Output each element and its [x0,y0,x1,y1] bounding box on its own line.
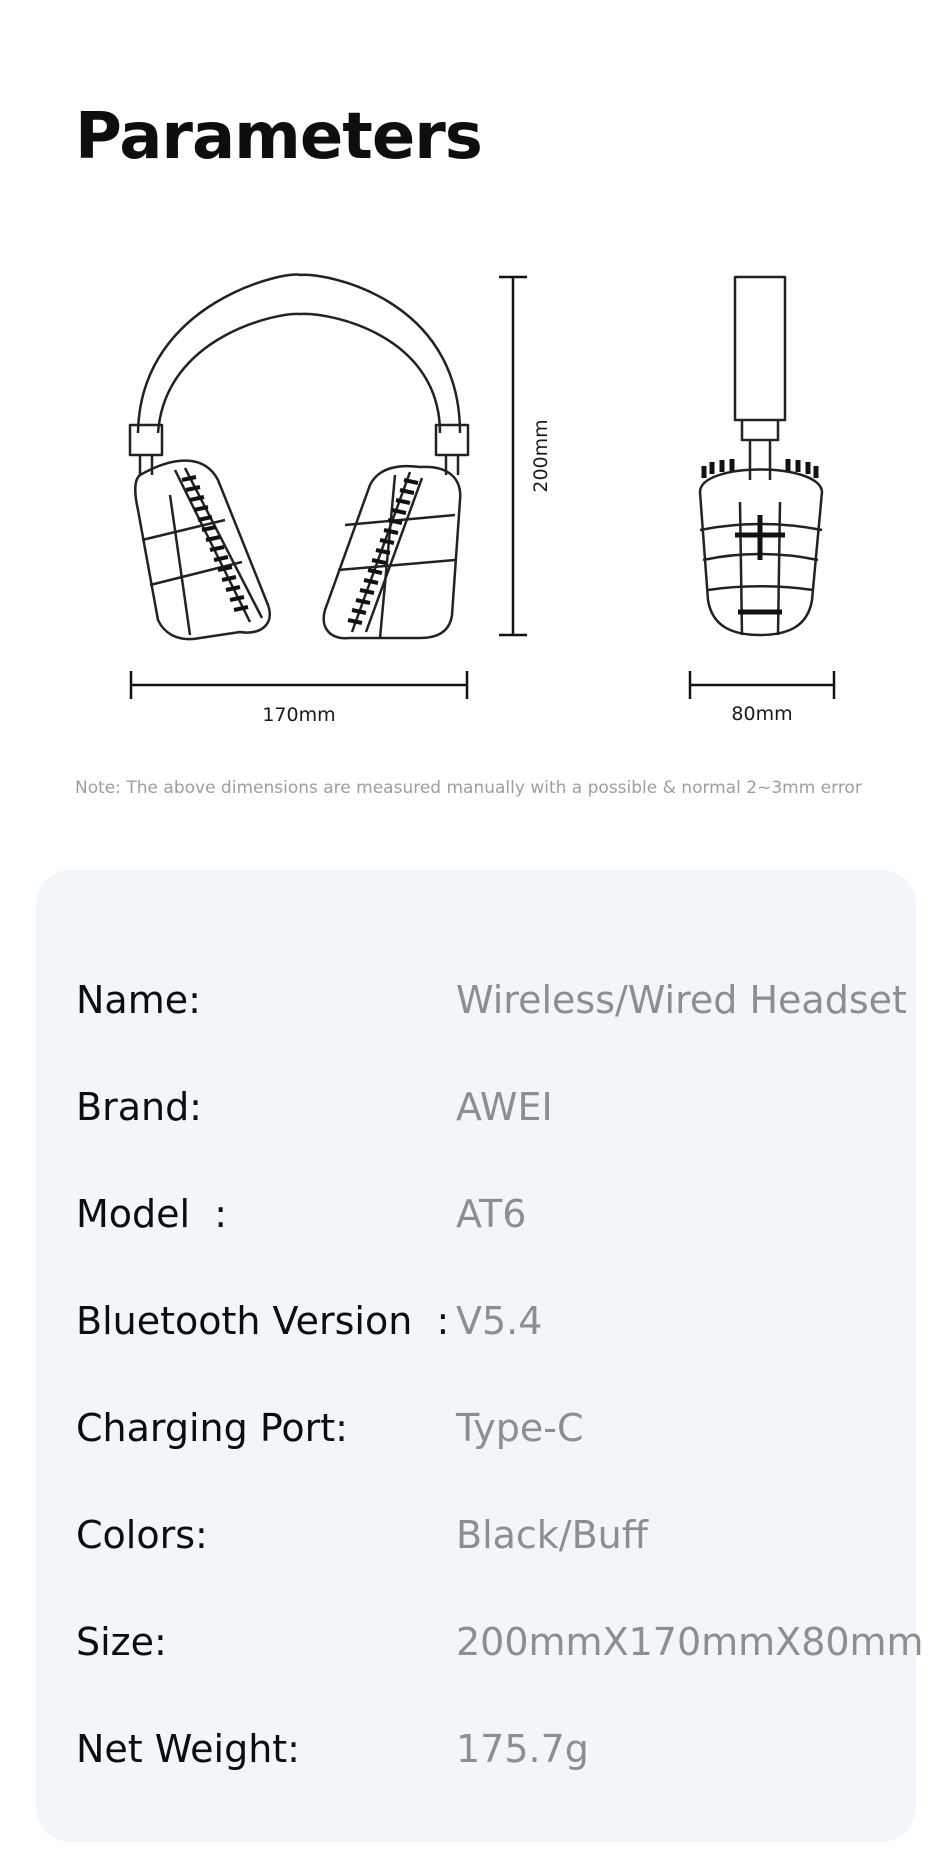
spec-row-name [36,978,916,1038]
spec-label: Size: [76,1620,167,1664]
spec-value: 200mmX170mmX80mm [456,1620,924,1664]
spec-value: Black/Buff [456,1513,648,1557]
depth-dimension-line [690,671,834,699]
specs-card [36,870,924,1842]
spec-row-model [36,1192,916,1252]
spec-row-charging-port [36,1406,916,1466]
spec-label: Model : [76,1192,228,1236]
spec-label: Name: [76,978,201,1022]
height-dimension-label: 200mm [530,419,552,493]
spec-label: Brand: [76,1085,202,1129]
headphone-dimension-diagram [0,240,950,740]
width-dimension-label: 170mm [262,704,336,726]
headphone-side-view-icon [700,277,822,635]
spec-row-bluetooth-version [36,1299,916,1359]
spec-label: Bluetooth Version : [76,1299,450,1343]
spec-value: Type-C [456,1406,584,1450]
measurement-note: Note: The above dimensions are measured manually with a possible & normal 2~3mm error [75,778,862,798]
spec-row-colors [36,1513,916,1573]
spec-value: Wireless/Wired Headset [456,978,907,1022]
page-title: Parameters [75,100,482,174]
spec-row-size [36,1620,924,1680]
spec-value: AT6 [456,1192,527,1236]
width-dimension-line [131,671,467,699]
spec-row-brand [36,1085,916,1145]
spec-value: 175.7g [456,1727,589,1771]
spec-label: Colors: [76,1513,208,1557]
height-dimension-line [499,277,527,635]
spec-row-net-weight [36,1727,916,1787]
depth-dimension-label: 80mm [731,703,793,725]
spec-value: AWEI [456,1085,553,1129]
spec-label: Charging Port: [76,1406,348,1450]
spec-label: Net Weight: [76,1727,300,1771]
spec-value: V5.4 [456,1299,543,1343]
headphone-front-view-icon [130,274,468,639]
